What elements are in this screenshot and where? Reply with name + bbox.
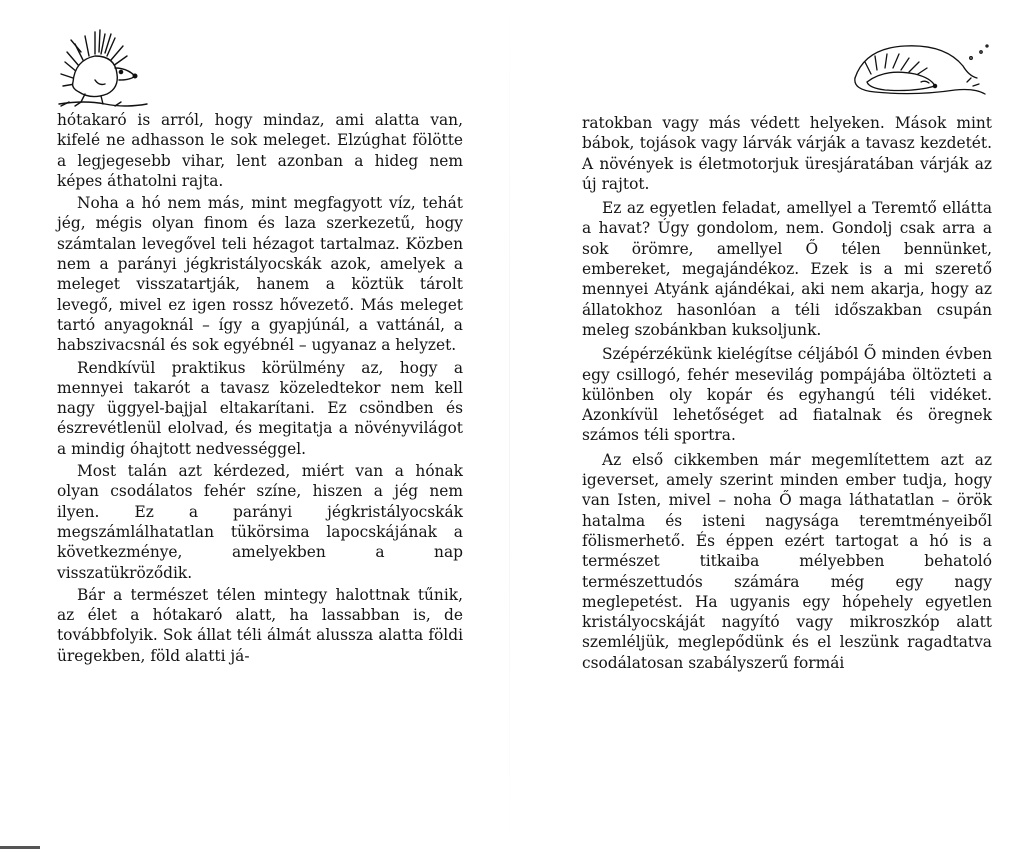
paragraph: ratokban vagy más védett helyeken. Mások mint bábok, tojások vagy lárvák várják a tavasz kezdetét. A növények is életmotorjuk üresjáratában várják az új rajtot. xyxy=(582,114,992,193)
paragraph: Noha a hó nem más, mint megfagyott víz, tehát jég, mégis olyan finom és laza szerkezetű, hogy számtalan levegővel teli hézagot tartalmaz. Közben nem a parányi jégkristályocskák azok, amelyek a meleget visszatartják, hanem a köztük tárolt levegő, mivel ez igen rossz hővezető. Más meleget tartó anyagoknál – így a gyapjúnál, a vattánál, a habszivacsnál és sok egyébnél – ugyanaz a helyzet. xyxy=(57,194,463,355)
paragraph: Bár a természet télen mintegy halottnak tűnik, az élet a hótakaró alatt, ha lassabban is, de továbbfolyik. Sok állat téli álmát alussza alatta földi üregekben, föld alatti já- xyxy=(57,585,463,665)
left-page-text xyxy=(57,110,463,668)
paragraph: Rendkívül praktikus körülmény az, hogy a mennyei takarót a tavasz közeledtekor nem kell nagy üggyel-bajjal eltakarítani. Ez csöndben és észrevétlenül elolvad, és megitatja a növényvilágot a mindig óhajtott nedvességgel. xyxy=(57,358,463,458)
page-edge-mark xyxy=(0,846,40,849)
right-page xyxy=(510,0,1020,851)
paragraph: Szépérzékünk kielégítse céljából Ő minden évben egy csillogó, fehér mesevilág pompájába öltözteti a különben oly kopár és egyhangú téli vidéket. Azonkívül lehetőséget ad fiatalnak és öregnek számos téli sportra. xyxy=(582,345,992,445)
paragraph: Most talán azt kérdezed, miért van a hónak olyan csodálatos fehér színe, hiszen a jég nem ilyen. Ez a parányi jégkristályocskák megszámlálhatatlan tükörsima lapocskájának a következménye, amelyekben a nap visszatükröződik. xyxy=(57,462,463,582)
paragraph: hótakaró is arról, hogy mindaz, ami alatta van, kifelé ne adhasson le sok meleget. Elzúghat fölötte a legjegesebb vihar, lent azonban a hideg nem képes áthatolni rajta. xyxy=(57,111,463,190)
hedgehog-standing-icon xyxy=(55,22,150,108)
hedgehog-sleeping-icon xyxy=(845,38,995,102)
paragraph: Az első cikkemben már megemlítettem azt az igeverset, amely szerint minden ember tudja, hogy van Isten, mivel – noha Ő maga láthatatlan – örök hatalma és isteni nagysága teremtményeiből fölismerhető. És éppen ezért tartogat a hó is a természet titkaiba mélyebben behatoló természettudós számára még egy nagy meglepetést. Ha ugyanis egy hópehely egyetlen kristályocskáját nagyító vagy mikroszkóp alatt szemléljük, meglepődünk és el leszünk ragadtatva csodálatosan szabályszerű formái xyxy=(582,450,992,672)
paragraph: Ez az egyetlen feladat, amellyel a Teremtő ellátta a havat? Úgy gondolom, nem. Gondolj csak arra a sok örömre, amellyel Ő télen bennünket, embereket, megajándékoz. Ezek is a mi szerető mennyei Atyánk ajándékai, aki nem akarja, hogy az állatokhoz hasonlóan a téli időszakban csupán meleg szobánkban kuksoljunk. xyxy=(582,199,992,339)
right-page-text xyxy=(582,113,992,677)
